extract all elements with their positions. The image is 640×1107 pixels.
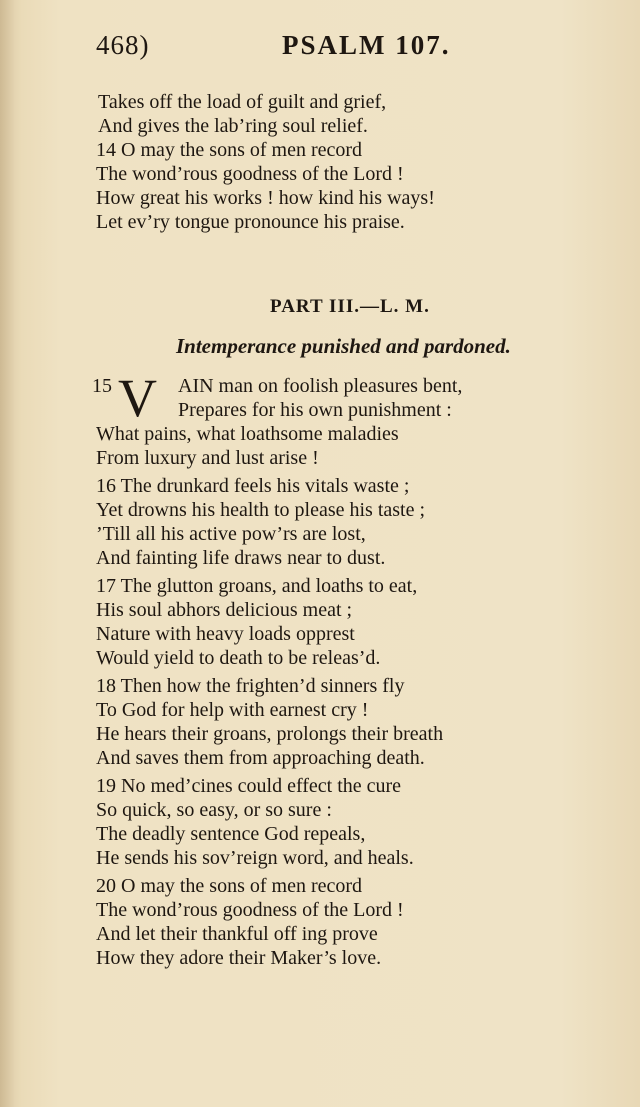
verse-line: 16 The drunkard feels his vitals waste ; <box>96 475 410 497</box>
verse-line: The wond’rous goodness of the Lord ! <box>96 899 404 921</box>
verse-line: AIN man on foolish pleasures bent, <box>178 375 463 397</box>
running-title: PSALM 107. <box>282 30 451 60</box>
verse-line: He sends his sov’reign word, and heals. <box>96 847 414 869</box>
verse-line: To God for help with earnest cry ! <box>96 699 369 721</box>
verse-line: 18 Then how the frighten’d sinners fly <box>96 675 405 697</box>
verse-line: 17 The glutton groans, and loaths to eat, <box>96 575 418 597</box>
part-heading: PART III.—L. M. <box>270 296 430 317</box>
verse-line: What pains, what loathsome maladies <box>96 423 399 445</box>
verse-line: How great his works ! how kind his ways! <box>96 187 435 209</box>
verse-line: Yet drowns his health to please his taste ; <box>96 499 426 521</box>
part-subtitle: Intemperance punished and pardoned. <box>176 334 511 358</box>
verse-15-opening <box>92 368 546 428</box>
verse-line: His soul abhors delicious meat ; <box>96 599 353 621</box>
verse-line: ’Till all his active pow’rs are lost, <box>96 523 366 545</box>
verse-line: He hears their groans, prolongs their breath <box>96 723 444 745</box>
verse-line: And fainting life draws near to dust. <box>96 547 386 569</box>
verse-line: So quick, so easy, or so sure : <box>96 799 332 821</box>
verse-line: Prepares for his own punishment : <box>178 399 452 421</box>
verse-line: How they adore their Maker’s love. <box>96 947 382 969</box>
verse-line: Takes off the load of guilt and grief, <box>98 91 387 113</box>
verse-line: The deadly sentence God repeals, <box>96 823 366 845</box>
continued-verses <box>96 90 546 234</box>
verse-line: 14 O may the sons of men record <box>96 139 363 161</box>
verse-line: 20 O may the sons of men record <box>96 875 363 897</box>
verse-number: 15 <box>92 375 112 397</box>
verse-line: The wond’rous goodness of the Lord ! <box>96 163 404 185</box>
verse-line: And let their thankful off ing prove <box>96 923 378 945</box>
verse-line: Would yield to death to be releas’d. <box>96 647 381 669</box>
part-three-verses <box>92 368 546 970</box>
verse-line: And gives the lab’ring soul relief. <box>98 115 368 137</box>
page-edge-shadow <box>0 0 14 1107</box>
verse-line: From luxury and lust arise ! <box>96 447 319 469</box>
verse-line: 19 No med’cines could effect the cure <box>96 775 402 797</box>
drop-capital: V <box>118 368 157 428</box>
verse-line: Nature with heavy loads opprest <box>96 623 355 645</box>
verse-line: Let ev’ry tongue pronounce his praise. <box>96 211 405 233</box>
verse-line: And saves them from approaching death. <box>96 747 425 769</box>
page-number: 468) <box>96 30 150 60</box>
page-header <box>96 30 536 70</box>
